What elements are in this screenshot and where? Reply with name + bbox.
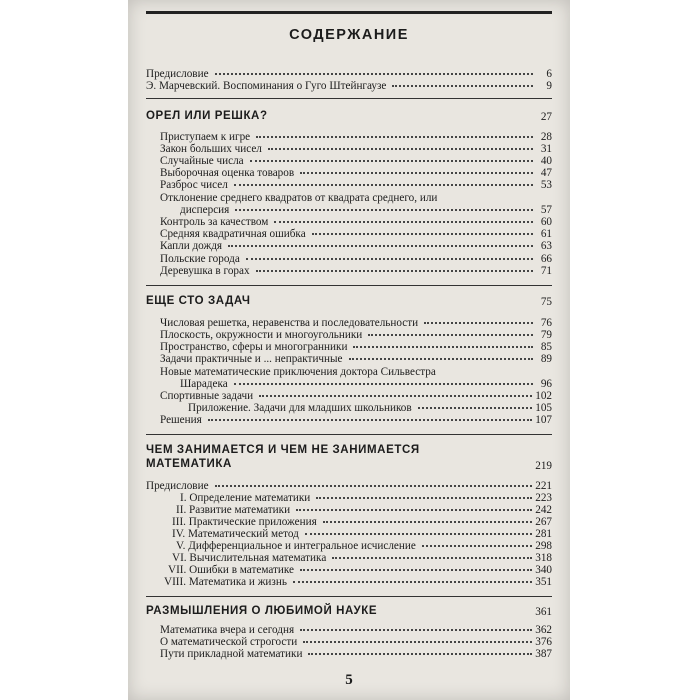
- dot-leader: [308, 652, 532, 655]
- toc-entry-page: 89: [540, 353, 552, 365]
- dot-leader: [259, 394, 532, 397]
- toc-entry-page: 76: [540, 317, 552, 329]
- toc-entry-page: 9: [546, 80, 552, 92]
- dot-leader: [323, 520, 532, 523]
- toc-entry: [180, 378, 552, 390]
- toc-entry: [160, 167, 552, 179]
- dot-leader: [424, 321, 533, 324]
- dot-leader: [368, 333, 533, 336]
- toc-entry-title: Закон больших чисел: [160, 143, 262, 155]
- toc-entry: [160, 624, 552, 636]
- dot-leader: [353, 345, 533, 348]
- toc-entry-page: 66: [540, 253, 552, 265]
- toc-entry-page: 376: [535, 636, 552, 648]
- toc-entry-page: 223: [535, 492, 552, 504]
- toc-entry-title: Э. Марчевский. Воспоминания о Гуго Штейнгаузе: [146, 80, 387, 92]
- toc-entry-continuation: Новые математические приключения доктора Сильвестра: [160, 366, 436, 378]
- toc-entry-title: Контроль за качеством: [160, 216, 269, 228]
- toc-entry: [160, 329, 552, 341]
- dot-leader: [256, 135, 533, 138]
- toc-entry: [160, 143, 552, 155]
- dot-leader: [208, 418, 532, 421]
- toc-entry: [172, 552, 552, 564]
- toc-entry-title: I. Определение математики: [180, 492, 311, 504]
- toc-entry-title: VI. Вычислительная математика: [172, 552, 327, 564]
- toc-entry-title: Пространство, сферы и многогранники: [160, 341, 348, 353]
- toc-entry-title: Шарадека: [180, 378, 228, 390]
- toc-entry: [160, 240, 552, 252]
- toc-entry-title: Плоскость, окружности и многоугольники: [160, 329, 363, 341]
- toc-entry-page: 47: [540, 167, 552, 179]
- dot-leader: [228, 244, 533, 247]
- dot-leader: [422, 544, 532, 547]
- dot-leader: [256, 269, 533, 272]
- toc-entry: [160, 216, 552, 228]
- toc-entry: [160, 317, 552, 329]
- toc-entry: [160, 636, 552, 648]
- toc-entry-title: Капли дождя: [160, 240, 223, 252]
- toc-entry-page: 340: [535, 564, 552, 576]
- toc-entry-page: 6: [546, 68, 552, 80]
- toc-entry-page: 362: [535, 624, 552, 636]
- toc-entry-page: 351: [535, 576, 552, 588]
- dot-leader: [392, 84, 533, 87]
- section-page: 361: [535, 606, 552, 618]
- toc-entry-page: 242: [535, 504, 552, 516]
- section-title: ЕЩЕ СТО ЗАДАЧ: [146, 295, 251, 307]
- dot-leader: [246, 257, 533, 260]
- section-title: ОРЕЛ ИЛИ РЕШКА?: [146, 110, 268, 122]
- dot-leader: [418, 406, 533, 409]
- dot-leader: [300, 171, 533, 174]
- toc-entry: [146, 80, 552, 92]
- toc-entry-title: VIII. Математика и жизнь: [164, 576, 287, 588]
- toc-entry: [160, 155, 552, 167]
- toc-entry-title: Предисловие: [146, 68, 209, 80]
- section-title: ЧЕМ ЗАНИМАЕТСЯ И ЧЕМ НЕ ЗАНИМАЕТСЯ: [146, 444, 420, 456]
- section-page: 75: [540, 296, 552, 308]
- toc-entry-title: IV. Математический метод: [172, 528, 299, 540]
- section-page: 27: [540, 111, 552, 123]
- toc-entry: [180, 204, 552, 216]
- toc-entry-page: 53: [540, 179, 552, 191]
- book-page: [128, 0, 570, 700]
- dot-leader: [305, 532, 532, 535]
- toc-entry-title: Спортивные задачи: [160, 390, 254, 402]
- toc-entry: [160, 253, 552, 265]
- toc-entry: [164, 576, 552, 588]
- toc-entry: [160, 265, 552, 277]
- toc-entry: [160, 390, 552, 402]
- page-number: 5: [345, 672, 353, 688]
- toc-entry-continuation: Отклонение среднего квадратов от квадрата среднего, или: [160, 192, 438, 204]
- top-rule: [146, 11, 552, 14]
- toc-entry-title: III. Практические приложения: [172, 516, 317, 528]
- section-title-line2: МАТЕМАТИКА: [146, 458, 232, 470]
- toc-entry: [172, 528, 552, 540]
- toc-entry-title: Приложение. Задачи для младших школьников: [188, 402, 412, 414]
- toc-entry: [160, 228, 552, 240]
- dot-leader: [234, 382, 533, 385]
- dot-leader: [296, 508, 532, 511]
- toc-entry-page: 96: [540, 378, 552, 390]
- toc-entry-title: V. Дифференциальное и интегральное исчисление: [176, 540, 416, 552]
- dot-leader: [300, 568, 532, 571]
- section-rule: [146, 434, 552, 435]
- toc-entry-title: Выборочная оценка товаров: [160, 167, 295, 179]
- page-title: СОДЕРЖАНИЕ: [289, 27, 409, 43]
- toc-entry: [146, 480, 552, 492]
- toc-entry-title: Средняя квадратичная ошибка: [160, 228, 306, 240]
- toc-entry: [180, 492, 552, 504]
- toc-entry-page: 63: [540, 240, 552, 252]
- toc-entry-title: Случайные числа: [160, 155, 244, 167]
- toc-entry-page: 105: [535, 402, 552, 414]
- toc-entry-title: О математической строгости: [160, 636, 298, 648]
- dot-leader: [293, 580, 532, 583]
- toc-entry-title: Польские города: [160, 253, 240, 265]
- toc-entry-page: 221: [535, 480, 552, 492]
- toc-entry-page: 85: [540, 341, 552, 353]
- dot-leader: [268, 147, 533, 150]
- dot-leader: [215, 72, 533, 75]
- toc-entry-page: 28: [540, 131, 552, 143]
- toc-entry: [160, 179, 552, 191]
- dot-leader: [250, 159, 533, 162]
- dot-leader: [300, 628, 532, 631]
- toc-entry: [176, 504, 552, 516]
- section-title: РАЗМЫШЛЕНИЯ О ЛЮБИМОЙ НАУКЕ: [146, 605, 378, 617]
- toc-entry-page: 61: [540, 228, 552, 240]
- toc-entry: [160, 414, 552, 426]
- toc-entry-page: 40: [540, 155, 552, 167]
- dot-leader: [303, 640, 532, 643]
- toc-entry-title: VII. Ошибки в математике: [168, 564, 295, 576]
- toc-entry-title: Математика вчера и сегодня: [160, 624, 295, 636]
- toc-entry-page: 102: [535, 390, 552, 402]
- toc-entry-page: 387: [535, 648, 552, 660]
- toc-entry: [172, 516, 552, 528]
- toc-entry-title: Решения: [160, 414, 202, 426]
- dot-leader: [235, 208, 533, 211]
- dot-leader: [274, 220, 533, 223]
- toc-entry-page: 31: [540, 143, 552, 155]
- dot-leader: [316, 496, 532, 499]
- toc-entry: [146, 68, 552, 80]
- dot-leader: [215, 484, 533, 487]
- dot-leader: [234, 183, 533, 186]
- toc-entry-page: 71: [540, 265, 552, 277]
- toc-entry-page: 298: [535, 540, 552, 552]
- toc-entry: [160, 341, 552, 353]
- toc-entry-title: Разброс чисел: [160, 179, 228, 191]
- toc-entry-title: Задачи практичные и ... непрактичные: [160, 353, 343, 365]
- toc-entry-title: дисперсия: [180, 204, 230, 216]
- toc-entry-page: 79: [540, 329, 552, 341]
- section-rule: [146, 285, 552, 286]
- toc-entry: [160, 353, 552, 365]
- toc-entry: [168, 564, 552, 576]
- toc-entry-title: Числовая решетка, неравенства и последовательности: [160, 317, 419, 329]
- toc-entry: [176, 540, 552, 552]
- toc-entry-title: II. Развитие математики: [176, 504, 291, 516]
- toc-entry-title: Предисловие: [146, 480, 209, 492]
- dot-leader: [332, 556, 532, 559]
- dot-leader: [349, 357, 533, 360]
- toc-entry: [160, 648, 552, 660]
- toc-entry-title: Пути прикладной математики: [160, 648, 303, 660]
- dot-leader: [312, 232, 533, 235]
- toc-entry-title: Деревушка в горах: [160, 265, 250, 277]
- toc-entry-page: 318: [535, 552, 552, 564]
- toc-entry-page: 281: [535, 528, 552, 540]
- section-rule: [146, 98, 552, 99]
- section-rule: [146, 596, 552, 597]
- toc-entry-page: 60: [540, 216, 552, 228]
- toc-entry-page: 107: [535, 414, 552, 426]
- toc-entry: [188, 402, 552, 414]
- toc-entry-title: Приступаем к игре: [160, 131, 251, 143]
- toc-entry: [160, 131, 552, 143]
- section-page: 219: [535, 460, 552, 472]
- toc-entry-page: 57: [540, 204, 552, 216]
- toc-entry-page: 267: [535, 516, 552, 528]
